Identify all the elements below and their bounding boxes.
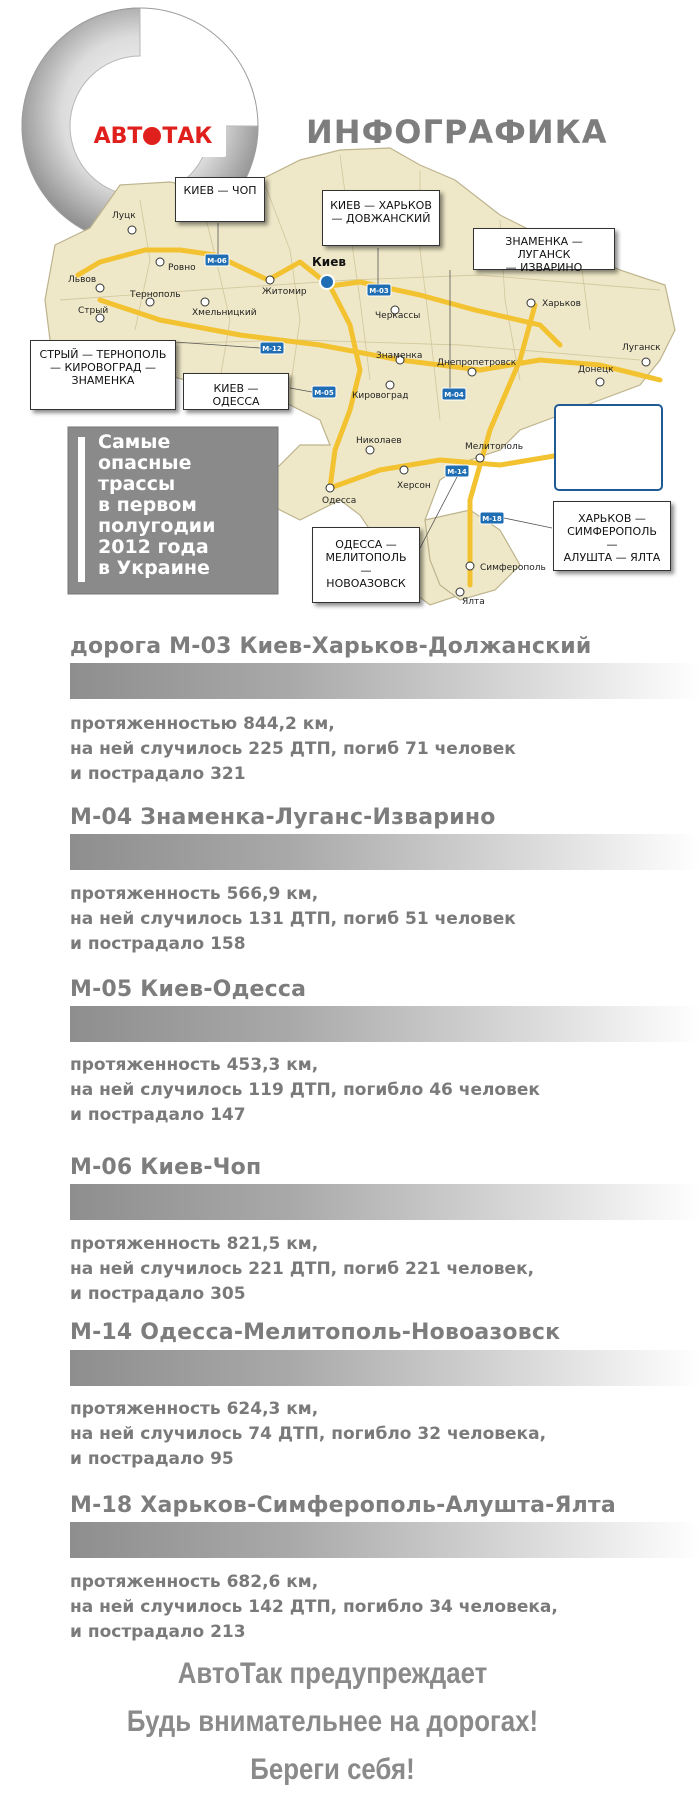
svg-text:Симферополь: Симферополь: [480, 563, 546, 573]
road-divider-bar: [70, 1006, 700, 1042]
svg-text:Одесса: Одесса: [322, 496, 357, 506]
svg-text:M-03: M-03: [369, 287, 389, 295]
svg-text:Знаменка: Знаменка: [376, 351, 423, 361]
svg-text:M-18: M-18: [482, 515, 502, 523]
svg-text:M-06: M-06: [207, 257, 227, 265]
svg-text:M-04: M-04: [444, 391, 464, 399]
road-stats: протяженностью 844,2 км, на ней случилось 225 ДТП, погиб 71 человек и пострадало 321: [70, 714, 516, 784]
road-title: М-04 Знаменка-Луганс-Изварино: [70, 805, 496, 830]
road-stats: протяженность 566,9 км, на ней случилось 131 ДТП, погиб 51 человек и пострадало 158: [70, 884, 516, 954]
svg-text:Львов: Львов: [68, 275, 97, 285]
highway-shield-m06: [205, 254, 229, 266]
logo-car-icon: [143, 127, 161, 145]
svg-text:Житомир: Житомир: [262, 287, 307, 297]
road-stats: протяженность 682,6 км, на ней случилось 142 ДТП, погибло 34 человека, и пострадало 213: [70, 1572, 558, 1642]
highway-shield-m14: [445, 465, 469, 477]
road-divider-bar: [70, 1184, 700, 1220]
svg-text:Луганск: Луганск: [622, 343, 661, 353]
svg-text:M-05: M-05: [314, 389, 334, 397]
svg-text:Донецк: Донецк: [578, 365, 614, 375]
highway-shield-m18: [480, 512, 504, 524]
callout-stryi-ternopol: СТРЫЙ — ТЕРНОПОЛЬ — КИРОВОГРАД — ЗНАМЕНКА: [30, 340, 176, 410]
logo-text-left: АВТ: [93, 124, 143, 149]
map-empty-box: [555, 405, 662, 490]
svg-text:Тернополь: Тернополь: [130, 290, 181, 300]
svg-text:Николаев: Николаев: [356, 436, 402, 446]
callout-znamenka-lugansk: ЗНАМЕНКА — ЛУГАНСК — ИЗВАРИНО: [473, 228, 615, 270]
svg-text:Киев: Киев: [312, 255, 346, 269]
svg-text:Мелитополь: Мелитополь: [465, 442, 524, 452]
svg-text:Днепропетровск: Днепропетровск: [437, 358, 517, 368]
road-title: М-18 Харьков-Симферополь-Алушта-Ялта: [70, 1493, 616, 1518]
svg-text:Ровно: Ровно: [168, 263, 196, 273]
svg-text:M-12: M-12: [262, 345, 282, 353]
footer-line-1: АвтоТак предупреждает: [177, 1657, 488, 1690]
callout-kiev-chop: КИЕВ — ЧОП: [175, 177, 265, 222]
svg-text:Стрый: Стрый: [78, 306, 109, 316]
page-title: ИНФОГРАФИКА: [306, 113, 608, 151]
title-panel-text: Самые опасные трассы в первом полугодии 2012 года в Украине: [98, 431, 216, 579]
logo-badge: [80, 117, 226, 157]
road-stats: протяженность 453,3 км, на ней случилось 119 ДТП, погибло 46 человек и пострадало 147: [70, 1055, 540, 1125]
footer-line-3: Береги себя!: [250, 1753, 415, 1786]
road-divider-bar: [70, 1522, 700, 1558]
road-stats: протяженность 624,3 км, на ней случилось 74 ДТП, погибло 32 человека, и пострадало 95: [70, 1399, 547, 1469]
svg-text:Ялта: Ялта: [462, 597, 485, 607]
svg-text:Кировоград: Кировоград: [352, 391, 409, 401]
road-divider-bar: [70, 1350, 700, 1386]
highway-shield-m04: [442, 388, 466, 400]
road-title: дорога М-03 Киев-Харьков-Должанский: [70, 634, 592, 659]
callout-kharkov-yalta: ХАРЬКОВ — СИМФЕРОПОЛЬ — АЛУШТА — ЯЛТА: [553, 501, 671, 571]
road-title: М-06 Киев-Чоп: [70, 1155, 262, 1180]
callout-kiev-odessa: КИЕВ — ОДЕССА: [183, 373, 289, 410]
svg-text:M-14: M-14: [447, 468, 467, 476]
road-title: М-05 Киев-Одесса: [70, 977, 307, 1002]
svg-text:Черкассы: Черкассы: [375, 311, 421, 321]
callout-odessa-novoazovsk: ОДЕССА — МЕЛИТОПОЛЬ — НОВОАЗОВСК: [312, 527, 420, 603]
highway-shield-m05: [312, 386, 336, 398]
svg-text:Луцк: Луцк: [112, 211, 136, 221]
svg-text:Хмельницкий: Хмельницкий: [192, 308, 257, 318]
callout-kiev-kharkov: КИЕВ — ХАРЬКОВ — ДОВЖАНСКИЙ: [322, 190, 440, 246]
svg-text:Херсон: Херсон: [397, 481, 431, 491]
highway-shield-m12: [260, 342, 284, 354]
logo-text-right: ТАК: [162, 124, 213, 149]
road-divider-bar: [70, 834, 700, 870]
highway-shield-m03: [367, 284, 391, 296]
road-title: М-14 Одесса-Мелитополь-Новоазовск: [70, 1320, 561, 1345]
road-divider-bar: [70, 663, 700, 699]
svg-text:Харьков: Харьков: [542, 299, 581, 309]
footer-line-2: Будь внимательнее на дорогах!: [126, 1705, 539, 1738]
road-stats: протяженность 821,5 км, на ней случилось 221 ДТП, погиб 221 человек, и пострадало 305: [70, 1234, 535, 1304]
